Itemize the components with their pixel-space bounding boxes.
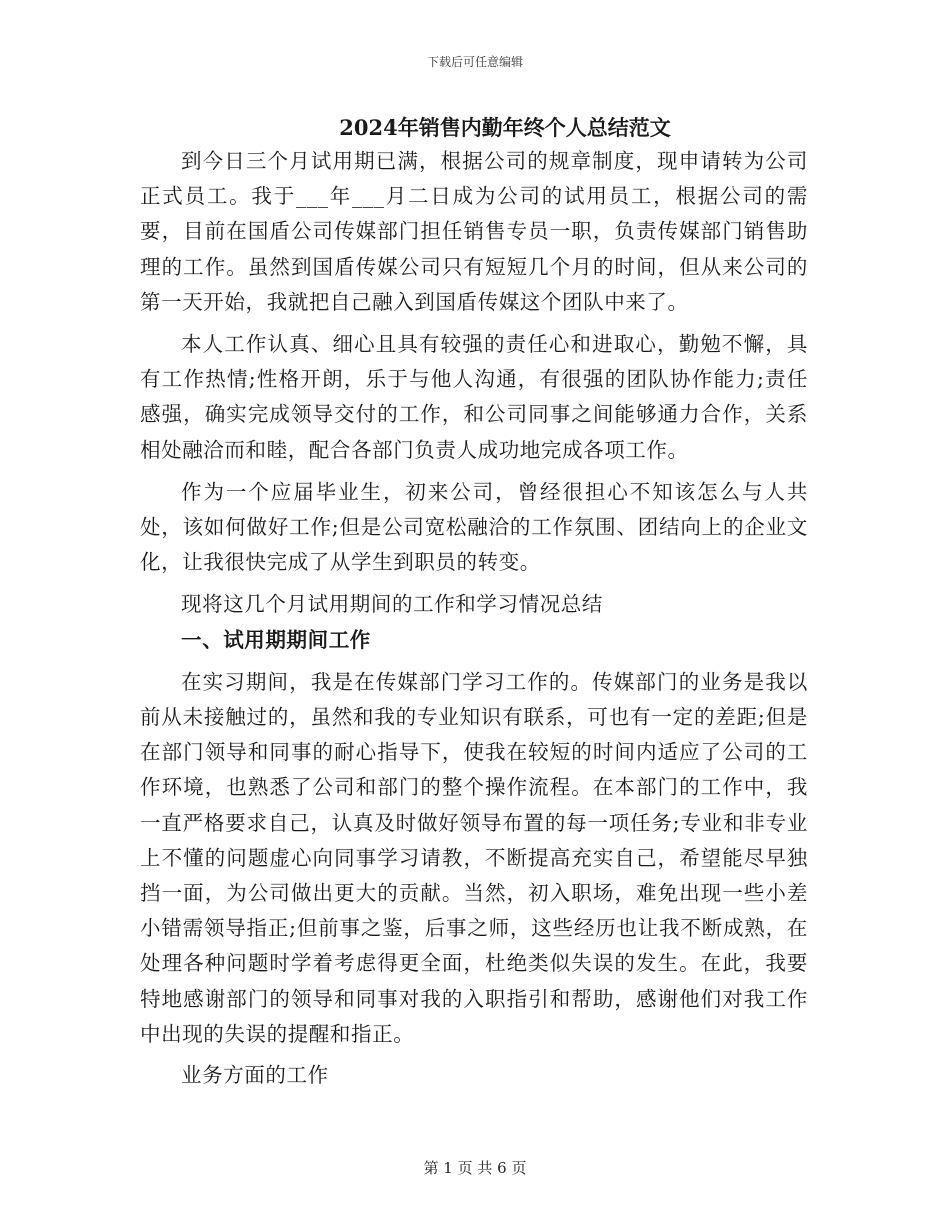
document-body (140, 112, 808, 1093)
paragraph-1: 到今日三个月试用期已满，根据公司的规章制度，现申请转为公司正式员工。我于___年___月二日成为公司的试用员工，根据公司的需要，目前在国盾公司传媒部门担任销售专员一职，负责传媒部门销售助理的工作。虽然到国盾传媒公司只有短短几个月的时间，但从来公司的第一天开始，我就把自己融入到国盾传媒这个团队中来了。 (140, 149, 808, 314)
paragraph-4: 现将这几个月试用期间的工作和学习情况总结 (181, 592, 603, 617)
page-footer: 第 1 页 共 6 页 (423, 1159, 527, 1177)
paragraph-2: 本人工作认真、细心且具有较强的责任心和进取心，勤勉不懈，具有工作热情;性格开朗，乐于与他人沟通，有很强的团队协作能力;责任感强，确实完成领导交付的工作，和公司同事之间能够通力合作，关系相处融洽而和睦，配合各部门负责人成功地完成各项工作。 (140, 332, 808, 462)
subheading: 业务方面的工作 (181, 1063, 329, 1088)
section-paragraph: 在实习期间，我是在传媒部门学习工作的。传媒部门的业务是我以前从未接触过的，虽然和我的专业知识有联系，可也有一定的差距;但是在部门领导和同事的耐心指导下，使我在较短的时间内适应了公司的工作环境，也熟悉了公司和部门的整个操作流程。在本部门的工作中，我一直严格要求自己，认真及时做好领导布置的每一项任务;专业和非专业上不懂的问题虚心向同事学习请教，不断提高充实自己，希望能尽早独挡一面，为公司做出更大的贡献。当然，初入职场，难免出现一些小差小错需领导指正;但前事之鉴，后事之师，这些经历也让我不断成熟，在处理各种问题时学着考虑得更全面，杜绝类似失误的发生。在此，我要特地感谢部门的领导和同事对我的入职指引和帮助，感谢他们对我工作中出现的失误的提醒和指正。 (140, 669, 808, 1046)
section-heading: 一、试用期期间工作 (181, 627, 371, 652)
paragraph-3: 作为一个应届毕业生，初来公司，曾经很担心不知该怎么与人共处，该如何做好工作;但是公司宽松融洽的工作氛围、团结向上的企业文化，让我很快完成了从学生到职员的转变。 (140, 479, 808, 575)
document-title: 2024年销售内勤年终个人总结范文 (339, 115, 671, 140)
header-note: 下载后可任意编辑 (426, 55, 523, 69)
